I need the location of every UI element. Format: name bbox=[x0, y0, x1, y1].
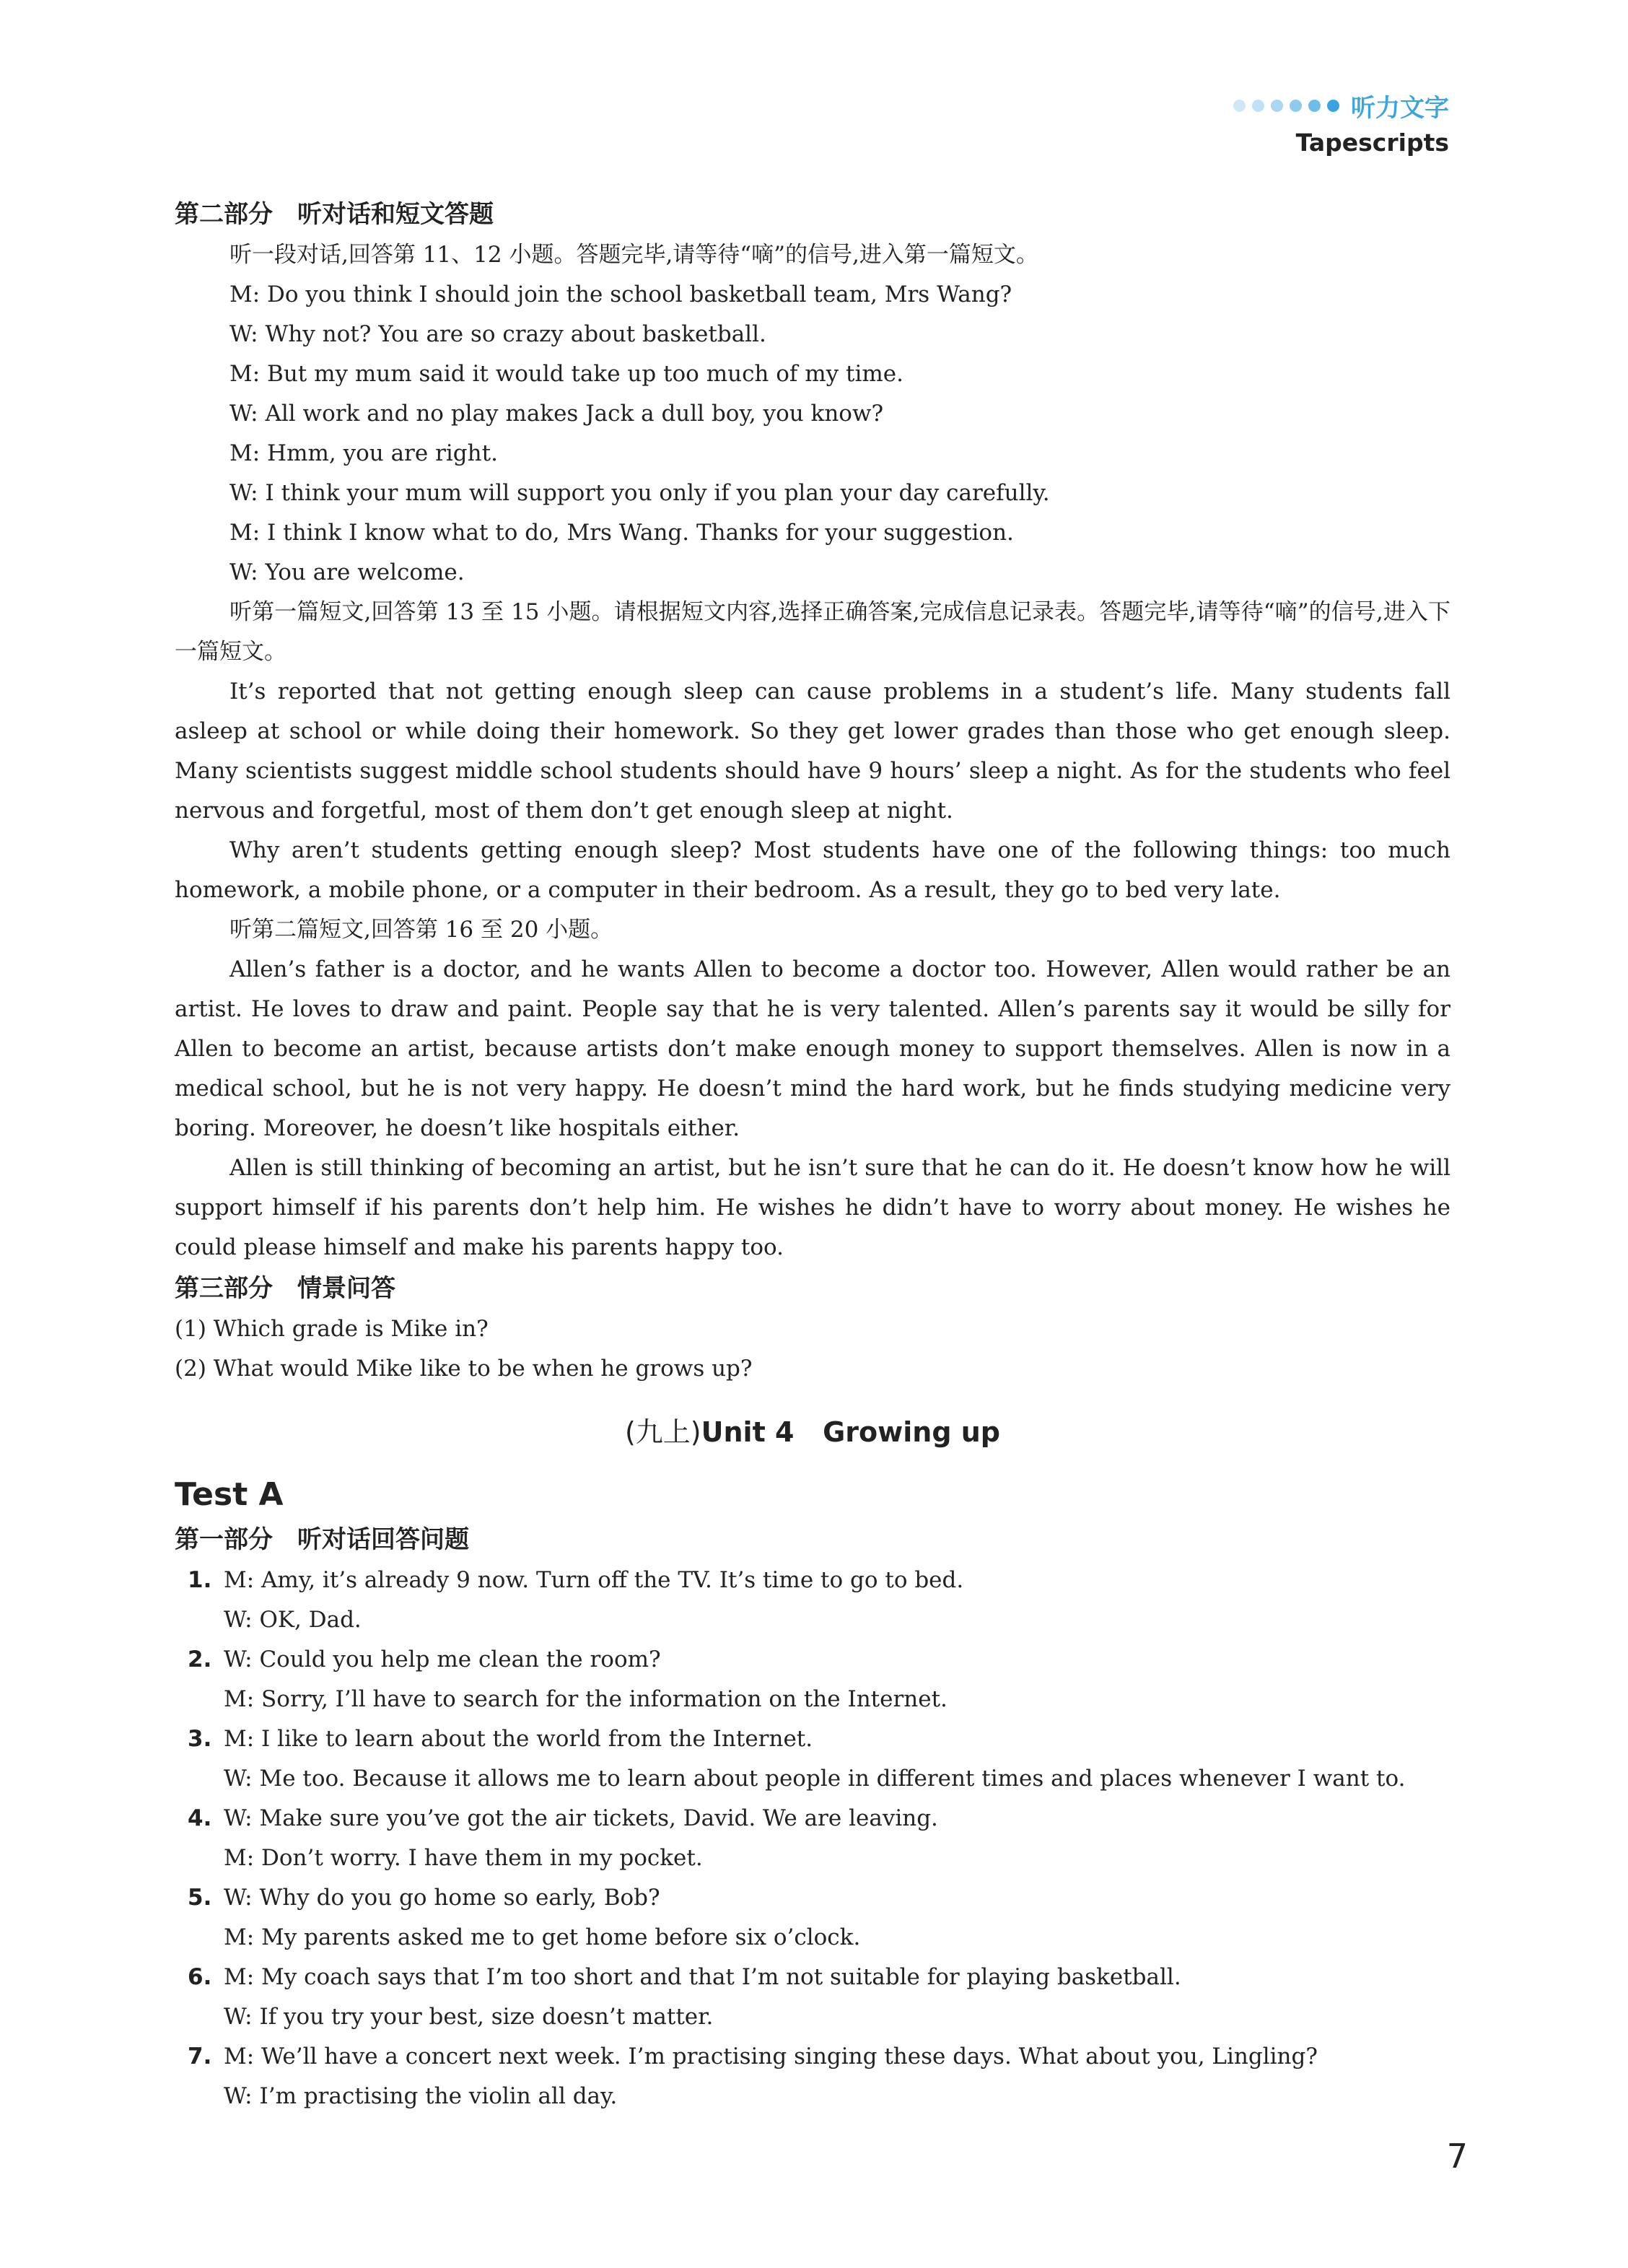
part2-heading: 第二部分 听对话和短文答题 bbox=[175, 200, 494, 229]
item-line-a: M: Amy, it’s already 9 now. Turn off the TV. It’s time to go to bed. bbox=[224, 1567, 964, 1593]
test-item-reply bbox=[175, 1600, 1450, 1640]
dot-icon bbox=[1308, 100, 1321, 112]
header-top bbox=[1233, 88, 1449, 123]
dialogue-line: M: Do you think I should join the school basketball team, Mrs Wang? bbox=[229, 282, 1012, 308]
item-number: 5. bbox=[188, 1885, 212, 1911]
test-item-reply bbox=[175, 1680, 1450, 1719]
passage2-paragraph-2: Allen is still thinking of becoming an artist, but he isn’t sure that he can do it. He doesn’t know how he will support himself if his parents don’t help him. He wishes he didn’t have to worry about money. He wishes he could please himself and make his parents happy too. bbox=[175, 1155, 1450, 1260]
item-line-b: W: Me too. Because it allows me to learn about people in different times and places whenever I want to. bbox=[224, 1766, 1406, 1792]
item-number: 6. bbox=[188, 1964, 212, 1990]
header-title-cn: 听力文字 bbox=[1351, 93, 1449, 123]
dialogue-line: M: Hmm, you are right. bbox=[229, 440, 498, 466]
dot-icon bbox=[1327, 100, 1339, 112]
item-line-b: W: OK, Dad. bbox=[224, 1607, 362, 1633]
item-number: 3. bbox=[188, 1726, 212, 1752]
item-line-b: M: My parents asked me to get home before six o’clock. bbox=[224, 1924, 861, 1950]
dot-icon bbox=[1252, 100, 1264, 112]
question-1: (1) Which grade is Mike in? bbox=[175, 1316, 489, 1342]
part2-intro-2: 听第一篇短文,回答第 13 至 15 小题。请根据短文内容,选择正确答案,完成信息记录表。答题完毕,请等待“嘀”的信号,进入下一篇短文。 bbox=[175, 599, 1450, 665]
item-line-a: M: I like to learn about the world from the Internet. bbox=[224, 1726, 813, 1752]
dot-icon bbox=[1233, 100, 1246, 112]
dialogue-line: W: You are welcome. bbox=[229, 559, 465, 585]
item-line-a: W: Make sure you’ve got the air tickets, David. We are leaving. bbox=[224, 1805, 938, 1831]
item-number: 2. bbox=[188, 1647, 212, 1672]
test-item-reply bbox=[175, 2077, 1450, 2116]
test-item-reply bbox=[175, 1997, 1450, 2037]
question-2: (2) What would Mike like to be when he grows up? bbox=[175, 1356, 753, 1382]
test-part1-heading: 第一部分 听对话回答问题 bbox=[175, 1525, 469, 1554]
test-item-reply bbox=[175, 1918, 1450, 1958]
dialogue-line: W: I think your mum will support you only if you plan your day carefully. bbox=[229, 480, 1050, 506]
test-item-reply bbox=[175, 1839, 1450, 1878]
test-item bbox=[175, 1719, 1450, 1759]
page-content bbox=[175, 193, 1450, 2116]
dialogue-line: M: I think I know what to do, Mrs Wang. Thanks for your suggestion. bbox=[229, 520, 1014, 546]
dialogue-line: W: Why not? You are so crazy about basketball. bbox=[229, 321, 766, 347]
test-item bbox=[175, 2037, 1450, 2077]
part2-intro-1: 听一段对话,回答第 11、12 小题。答题完毕,请等待“嘀”的信号,进入第一篇短文。 bbox=[229, 242, 1038, 268]
item-line-b: W: I’m practising the violin all day. bbox=[224, 2083, 618, 2109]
test-item bbox=[175, 1799, 1450, 1839]
item-line-b: M: Don’t worry. I have them in my pocket. bbox=[224, 1845, 703, 1871]
part2-intro-3: 听第二篇短文,回答第 16 至 20 小题。 bbox=[229, 917, 613, 943]
header-dots bbox=[1233, 100, 1339, 112]
item-line-a: W: Why do you go home so early, Bob? bbox=[224, 1885, 660, 1911]
passage2-paragraph-1: Allen’s father is a doctor, and he wants Allen to become a doctor too. However, Allen would rather be an artist. He loves to draw and paint. People say that he is very talented. Allen’s parents say it would be silly for Allen to become an artist, because artists don’t make enough money to support themselves. Allen is now in a medical school, but he is not very happy. He doesn’t mind the hard work, but he finds studying medicine very boring. Moreover, he doesn’t like hospitals either. bbox=[175, 956, 1450, 1141]
item-line-a: M: My coach says that I’m too short and that I’m not suitable for playing basketball. bbox=[224, 1964, 1181, 1990]
item-number: 1. bbox=[188, 1567, 212, 1593]
unit-title bbox=[175, 1397, 1450, 1467]
test-title: Test A bbox=[175, 1476, 284, 1513]
dot-icon bbox=[1271, 100, 1283, 112]
unit-prefix: (九上) bbox=[624, 1416, 701, 1448]
dot-icon bbox=[1290, 100, 1302, 112]
page-header bbox=[1233, 88, 1449, 157]
unit-name: Unit 4 Growing up bbox=[701, 1416, 1001, 1448]
item-line-a: W: Could you help me clean the room? bbox=[224, 1647, 661, 1672]
test-item bbox=[175, 1878, 1450, 1918]
header-title-en: Tapescripts bbox=[1295, 128, 1449, 157]
test-item bbox=[175, 1958, 1450, 1997]
dialogue-line: M: But my mum said it would take up too much of my time. bbox=[229, 361, 903, 387]
page-number: 7 bbox=[1446, 2137, 1468, 2176]
item-number: 4. bbox=[188, 1805, 212, 1831]
dialogue-line: W: All work and no play makes Jack a dull boy, you know? bbox=[229, 401, 884, 427]
item-line-a: M: We’ll have a concert next week. I’m practising singing these days. What about you, Lingling? bbox=[224, 2044, 1318, 2069]
item-number: 7. bbox=[188, 2044, 212, 2069]
passage1-paragraph-2: Why aren’t students getting enough sleep? Most students have one of the following things: too much homework, a mobile phone, or a computer in their bedroom. As a result, they go to bed very late. bbox=[175, 837, 1450, 903]
test-item bbox=[175, 1561, 1450, 1600]
item-line-b: W: If you try your best, size doesn’t matter. bbox=[224, 2004, 714, 2030]
item-line-b: M: Sorry, I’ll have to search for the information on the Internet. bbox=[224, 1686, 948, 1712]
passage1-paragraph-1: It’s reported that not getting enough sleep can cause problems in a student’s life. Many students fall asleep at school or while doing their homework. So they get lower grades than those who get enough sleep. Many scientists suggest middle school students should have 9 hours’ sleep a night. As for the students who feel nervous and forgetful, most of them don’t get enough sleep at night. bbox=[175, 679, 1450, 824]
test-item-reply bbox=[175, 1759, 1450, 1799]
part3-heading: 第三部分 情景问答 bbox=[175, 1274, 395, 1303]
test-item bbox=[175, 1640, 1450, 1680]
